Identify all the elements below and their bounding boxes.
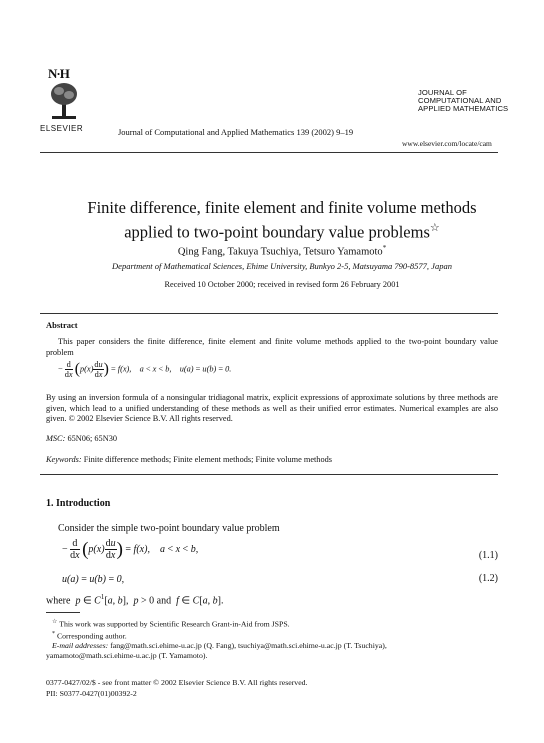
footnote-funding: ☆ This work was supported by Scientific Research Grant-in-Aid from JSPS. [52, 619, 290, 629]
msc-label: MSC: [46, 434, 66, 443]
abstract-equation: − $\frac{d}{dx}$ (p(x) $\frac{du}{dx}$ ) = f(x), a < x < b, u(a) = u(b) = 0. [58, 360, 232, 380]
where-clause: where p ∈ $C^1[a$, b], p > 0 and f ∈ C[a, b]. [46, 593, 224, 607]
fraction: $\frac{du}{dx}$ [105, 538, 116, 561]
footnote-rule [46, 612, 80, 613]
keywords-list: Finite difference methods; Finite element methods; Finite volume methods [83, 455, 332, 464]
title-line: Finite difference, finite element and finite volume methods [87, 198, 477, 217]
email-addresses-continued[interactable]: yamamoto@math.sci.ehime-u.ac.jp (T. Yamamoto). [46, 651, 208, 660]
author-list [40, 244, 524, 258]
abstract-paragraph-2: By using an inversion formula of a nonsingular tridiagonal matrix, explicit expressions of approximate solutions by three methods are given, which lead to a unified understanding of these methods as well as their unified error estimates. Numerical examples are also given. © 2002 Elsevier Science B.V. All rights reserved. [46, 393, 498, 423]
elsevier-logo [40, 66, 92, 136]
article-title [40, 198, 524, 243]
abstract-heading: Abstract [46, 320, 78, 330]
keywords-line [46, 455, 332, 466]
equation-number: (1.1) [478, 550, 498, 561]
and-word: and [156, 595, 172, 607]
journal-name-line: COMPUTATIONAL AND [418, 96, 502, 105]
fraction: $\frac{du}{dx}$ [94, 360, 103, 380]
abstract-paragraph-1: This paper considers the finite difference, finite element and finite volume methods applied to the two-point boundary value problem [46, 337, 498, 357]
journal-name-line: JOURNAL OF [418, 88, 467, 97]
title-line-2 [40, 218, 524, 243]
logo-nh-text: N·H [48, 66, 69, 81]
journal-url[interactable]: www.elsevier.com/locate/cam [402, 139, 492, 148]
footnote-corresponding-text: Corresponding author. [56, 631, 127, 641]
affiliation: Department of Mathematical Sciences, Ehime University, Bunkyo 2-5, Matsuyama 790-8577, Japan [112, 261, 452, 271]
header-rule [40, 152, 498, 153]
authors-text: Qing Fang, Takuya Tsuchiya, Tetsuro Yamamoto [177, 246, 383, 258]
journal-name-block [418, 89, 508, 113]
title-line: applied to two-point boundary value problems [124, 222, 430, 242]
footnote-corresponding: * Corresponding author. [52, 631, 127, 641]
tree-icon [48, 82, 80, 120]
equation-1-1: − $\frac{d}{dx}$ (p(x) $\frac{du}{dx}$ ) = f(x), a < x < b, [62, 538, 199, 561]
msc-codes: 65N06; 65N30 [67, 434, 117, 443]
title-footnote-mark[interactable]: ☆ [429, 222, 440, 234]
footnote-funding-text: This work was supported by Scientific Research Grant-in-Aid from JSPS. [59, 619, 290, 629]
equation-number: (1.2) [478, 573, 498, 584]
fraction: $\frac{d}{dx}$ [70, 538, 80, 561]
msc-line [46, 434, 117, 445]
fraction: $\frac{d}{dx}$ [64, 360, 73, 380]
section-heading-introduction: 1. Introduction [46, 498, 111, 509]
pii-line: PII: S0377-0427(01)00392-2 [46, 689, 137, 698]
abstract-top-rule [40, 313, 498, 314]
received-dates: Received 10 October 2000; received in revised form 26 February 2001 [164, 280, 400, 289]
journal-name-line: APPLIED MATHEMATICS [418, 104, 509, 113]
corresponding-author-mark[interactable]: * [382, 244, 387, 252]
journal-citation: Journal of Computational and Applied Mathematics 139 (2002) 9–19 [118, 127, 354, 137]
publisher-name: ELSEVIER [40, 124, 84, 133]
footnote-emails [46, 641, 498, 661]
equation-1-2: u(a) = u(b) = 0, [62, 574, 125, 585]
where-word: where [46, 595, 71, 607]
intro-lead-sentence: Consider the simple two-point boundary value problem [58, 523, 280, 534]
front-matter-line: 0377-0427/02/$ - see front matter © 2002 Elsevier Science B.V. All rights reserved. [46, 678, 308, 687]
email-label: E-mail addresses: [52, 641, 109, 650]
keywords-label: Keywords: [46, 455, 82, 464]
abstract-bottom-rule [40, 474, 498, 475]
email-addresses[interactable]: fang@math.sci.ehime-u.ac.jp (Q. Fang), tsuchiya@math.sci.ehime-u.ac.jp (T. Tsuchiya), [110, 641, 387, 650]
